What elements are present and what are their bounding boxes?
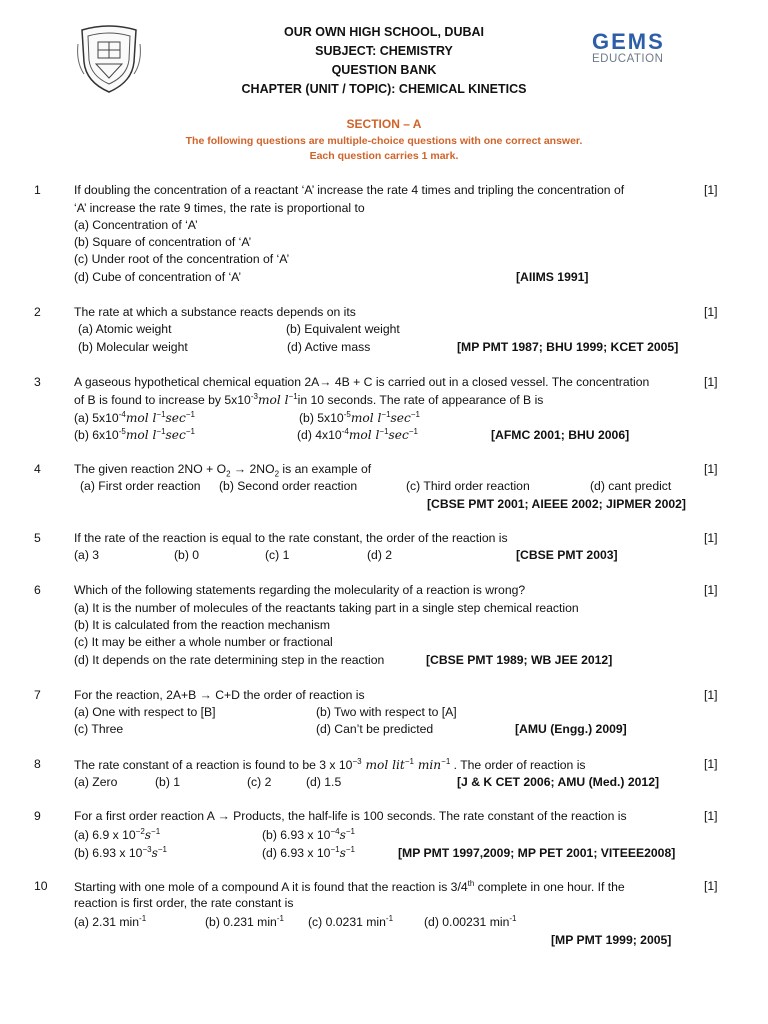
exponent: -4 <box>341 427 349 436</box>
exponent: −1 <box>408 427 418 436</box>
question-number: 10 <box>34 879 48 893</box>
option-a <box>74 410 195 425</box>
question-number: 1 <box>34 183 41 197</box>
question-number: 8 <box>34 757 41 771</box>
option-a: (a) It is the number of molecules of the reactants taking part in a single step chemical reaction <box>74 601 579 615</box>
question-reference: [MP PMT 1999; 2005] <box>551 933 672 947</box>
question-mark: [1] <box>704 462 718 476</box>
stem-text: The rate constant of a reaction is found to be 3 x 10 <box>74 758 353 773</box>
question-reference: [MP PMT 1997,2009; MP PET 2001; VITEEE2008] <box>398 846 676 860</box>
unit: sec <box>390 411 411 426</box>
exponent: −3 <box>352 757 362 766</box>
stem-text: of B is found to increase by 5x10 <box>74 393 251 408</box>
subscript: 2 <box>274 469 280 479</box>
document-type: QUESTION BANK <box>331 63 437 77</box>
option-d: (d) 2 <box>367 548 393 562</box>
subject-line: SUBJECT: CHEMISTRY <box>315 44 453 58</box>
option-d: (d) Active mass <box>287 340 371 354</box>
question-mark: [1] <box>704 183 718 197</box>
option-c <box>74 427 195 442</box>
option-b <box>299 410 420 425</box>
option-a: (a) Concentration of ‘A’ <box>74 218 198 232</box>
option-a: (a) First order reaction <box>80 479 201 493</box>
question-stem: The rate at which a substance reacts depends on its <box>74 305 356 319</box>
stem-text: complete in one hour. If the <box>474 880 625 895</box>
option-a: (a) Atomic weight <box>78 322 172 336</box>
question-mark: [1] <box>704 757 718 771</box>
question-mark: [1] <box>704 879 718 893</box>
option-a: (a) One with respect to [B] <box>74 705 216 719</box>
question-stem: For a first order reaction A → Products, the half-life is 100 seconds. The rate constant of the reaction is <box>74 809 627 823</box>
ordinal-suffix: th <box>467 879 475 888</box>
question-stem-cont: ‘A’ increase the rate 9 times, the rate is proportional to <box>74 201 365 215</box>
stem-text: → 2NO <box>230 462 275 476</box>
gems-subtitle: EDUCATION <box>592 53 664 65</box>
question-mark: [1] <box>704 688 718 702</box>
unit: mol l <box>257 393 289 408</box>
question-number: 4 <box>34 462 41 476</box>
option-d: (d) Cube of concentration of ‘A’ <box>74 270 242 284</box>
stem-text: in 10 seconds. The rate of appearance of B is <box>297 393 544 408</box>
exponent: −3 <box>142 845 152 854</box>
unit: s <box>339 828 346 843</box>
option-c: (c) Third order reaction <box>406 479 530 493</box>
question-stem-cont <box>74 392 543 407</box>
stem-text: Starting with one mole of a compound A it is found that the reaction is 3/4 <box>74 880 468 895</box>
exponent: -4 <box>118 410 126 419</box>
unit: min <box>413 758 442 773</box>
exponent: −1 <box>157 845 167 854</box>
exponent: −4 <box>330 827 340 836</box>
gems-wordmark: GEMS <box>592 29 665 54</box>
option-d <box>297 427 418 442</box>
option-a <box>74 827 160 842</box>
option-c: (c) 1 <box>265 548 290 562</box>
unit: sec <box>388 428 409 443</box>
option-c <box>308 914 393 929</box>
option-b: (b) Two with respect to [A] <box>316 705 457 719</box>
option-label: (a) 5x10 <box>74 411 119 426</box>
exponent: −1 <box>345 845 355 854</box>
exponent: -1 <box>276 914 284 923</box>
question-reference: [AMU (Engg.) 2009] <box>515 722 627 736</box>
question-stem: A gaseous hypothetical chemical equation 2A→ 4B + C is carried out in a closed vessel. The concentration <box>74 375 650 389</box>
question-stem-cont: reaction is first order, the rate constant is <box>74 896 294 910</box>
question-reference: [MP PMT 1987; BHU 1999; KCET 2005] <box>457 340 679 354</box>
option-label: (d) 6.93 x 10 <box>262 846 331 861</box>
exponent: −1 <box>381 410 391 419</box>
exponent: −1 <box>410 410 420 419</box>
unit: sec <box>165 428 186 443</box>
option-label: (b) 0.231 min <box>205 915 277 930</box>
question-stem: Which of the following statements regarding the molecularity of a reaction is wrong? <box>74 583 526 597</box>
unit: mol l <box>350 411 382 426</box>
option-b <box>205 914 284 929</box>
exponent: −1 <box>156 427 166 436</box>
option-d: (d) Can’t be predicted <box>316 722 434 736</box>
question-mark: [1] <box>704 809 718 823</box>
unit: mol l <box>125 411 157 426</box>
question-number: 2 <box>34 305 41 319</box>
option-a <box>74 914 146 929</box>
option-label: (a) 2.31 min <box>74 915 140 930</box>
option-c: (c) Under root of the concentration of ‘A’ <box>74 252 290 266</box>
exponent: −1 <box>379 427 389 436</box>
unit: sec <box>165 411 186 426</box>
option-label: (b) 6.93 x 10 <box>262 828 331 843</box>
exponent: −1 <box>404 757 414 766</box>
subscript: 2 <box>226 469 231 479</box>
option-b: (b) 0 <box>174 548 200 562</box>
option-d: (d) 1.5 <box>306 775 342 789</box>
option-b <box>262 827 355 842</box>
option-d <box>424 914 517 929</box>
section-instruction-1: The following questions are multiple-choice questions with one correct answer. <box>185 135 583 147</box>
option-d <box>262 845 355 860</box>
question-number: 3 <box>34 375 41 389</box>
option-label: (c) 0.0231 min <box>308 915 386 930</box>
question-stem <box>74 757 586 772</box>
question-reference: [CBSE PMT 2003] <box>516 548 618 562</box>
question-reference: [CBSE PMT 1989; WB JEE 2012] <box>426 653 613 667</box>
option-b: (b) Second order reaction <box>219 479 358 493</box>
stem-text: is an example of <box>279 462 372 476</box>
option-b: (b) 1 <box>155 775 181 789</box>
section-instruction-2: Each question carries 1 mark. <box>309 150 459 162</box>
option-d: (d) It depends on the rate determining step in the reaction <box>74 653 385 667</box>
option-c: (c) 2 <box>247 775 272 789</box>
unit: mol l <box>348 428 380 443</box>
question-number: 9 <box>34 809 41 823</box>
chapter-line: CHAPTER (UNIT / TOPIC): CHEMICAL KINETICS <box>241 82 527 96</box>
unit: mol lit <box>361 758 405 773</box>
question-mark: [1] <box>704 305 718 319</box>
unit: s <box>339 846 346 861</box>
option-a: (a) 3 <box>74 548 100 562</box>
exponent: -5 <box>343 410 351 419</box>
option-c: (b) Molecular weight <box>78 340 188 354</box>
option-label: (b) 6.93 x 10 <box>74 846 143 861</box>
exponent: -3 <box>250 392 258 401</box>
option-b: (b) It is calculated from the reaction mechanism <box>74 618 331 632</box>
school-name: OUR OWN HIGH SCHOOL, DUBAI <box>284 25 484 39</box>
option-c: (c) It may be either a whole number or fractional <box>74 635 333 649</box>
option-b: (b) Equivalent weight <box>286 322 400 336</box>
option-d: (d) cant predict <box>590 479 672 493</box>
exponent: -1 <box>385 914 394 923</box>
exponent: −1 <box>156 410 166 419</box>
stem-text: . The order of reaction is <box>450 758 586 773</box>
question-stem <box>74 879 625 894</box>
question-stem <box>74 462 371 478</box>
question-stem: If doubling the concentration of a reactant ‘A’ increase the rate 4 times and tripling the concentration of <box>74 183 625 197</box>
unit: s <box>144 828 152 843</box>
exponent: -1 <box>139 914 147 923</box>
exponent: −1 <box>288 392 298 401</box>
question-number: 7 <box>34 688 41 702</box>
option-label: (d) 4x10 <box>297 428 342 443</box>
exponent: -5 <box>118 427 126 436</box>
section-title: SECTION – A <box>346 117 422 131</box>
question-reference: [AFMC 2001; BHU 2006] <box>491 428 630 442</box>
exponent: -1 <box>509 914 517 923</box>
option-c: (c) Three <box>74 722 124 736</box>
exponent: −2 <box>135 827 145 836</box>
question-stem: If the rate of the reaction is equal to the rate constant, the order of the reaction is <box>74 531 508 545</box>
question-number: 6 <box>34 583 41 597</box>
question-mark: [1] <box>704 375 718 389</box>
question-stem: For the reaction, 2A+B → C+D the order of reaction is <box>74 688 365 702</box>
exponent: −1 <box>185 427 195 436</box>
unit: mol l <box>125 428 157 443</box>
question-mark: [1] <box>704 583 718 597</box>
exponent: −1 <box>345 827 355 836</box>
option-label: (a) 6.9 x 10 <box>74 828 136 843</box>
question-number: 5 <box>34 531 41 545</box>
exponent: −1 <box>185 410 195 419</box>
option-label: (d) 0.00231 min <box>424 915 510 930</box>
question-mark: [1] <box>704 531 718 545</box>
exponent: −1 <box>151 827 161 836</box>
question-reference: [CBSE PMT 2001; AIEEE 2002; JIPMER 2002] <box>427 497 686 511</box>
option-c <box>74 845 167 860</box>
unit: s <box>151 846 158 861</box>
question-reference: [AIIMS 1991] <box>516 270 589 284</box>
option-label: (b) 6x10 <box>74 428 119 443</box>
option-label: (b) 5x10 <box>299 411 344 426</box>
exponent: −1 <box>441 757 451 766</box>
question-reference: [J & K CET 2006; AMU (Med.) 2012] <box>457 775 660 789</box>
stem-text: The given reaction 2NO + O <box>74 462 227 476</box>
exponent: −1 <box>330 845 340 854</box>
option-a: (a) Zero <box>74 775 118 789</box>
option-b: (b) Square of concentration of ‘A’ <box>74 235 252 249</box>
